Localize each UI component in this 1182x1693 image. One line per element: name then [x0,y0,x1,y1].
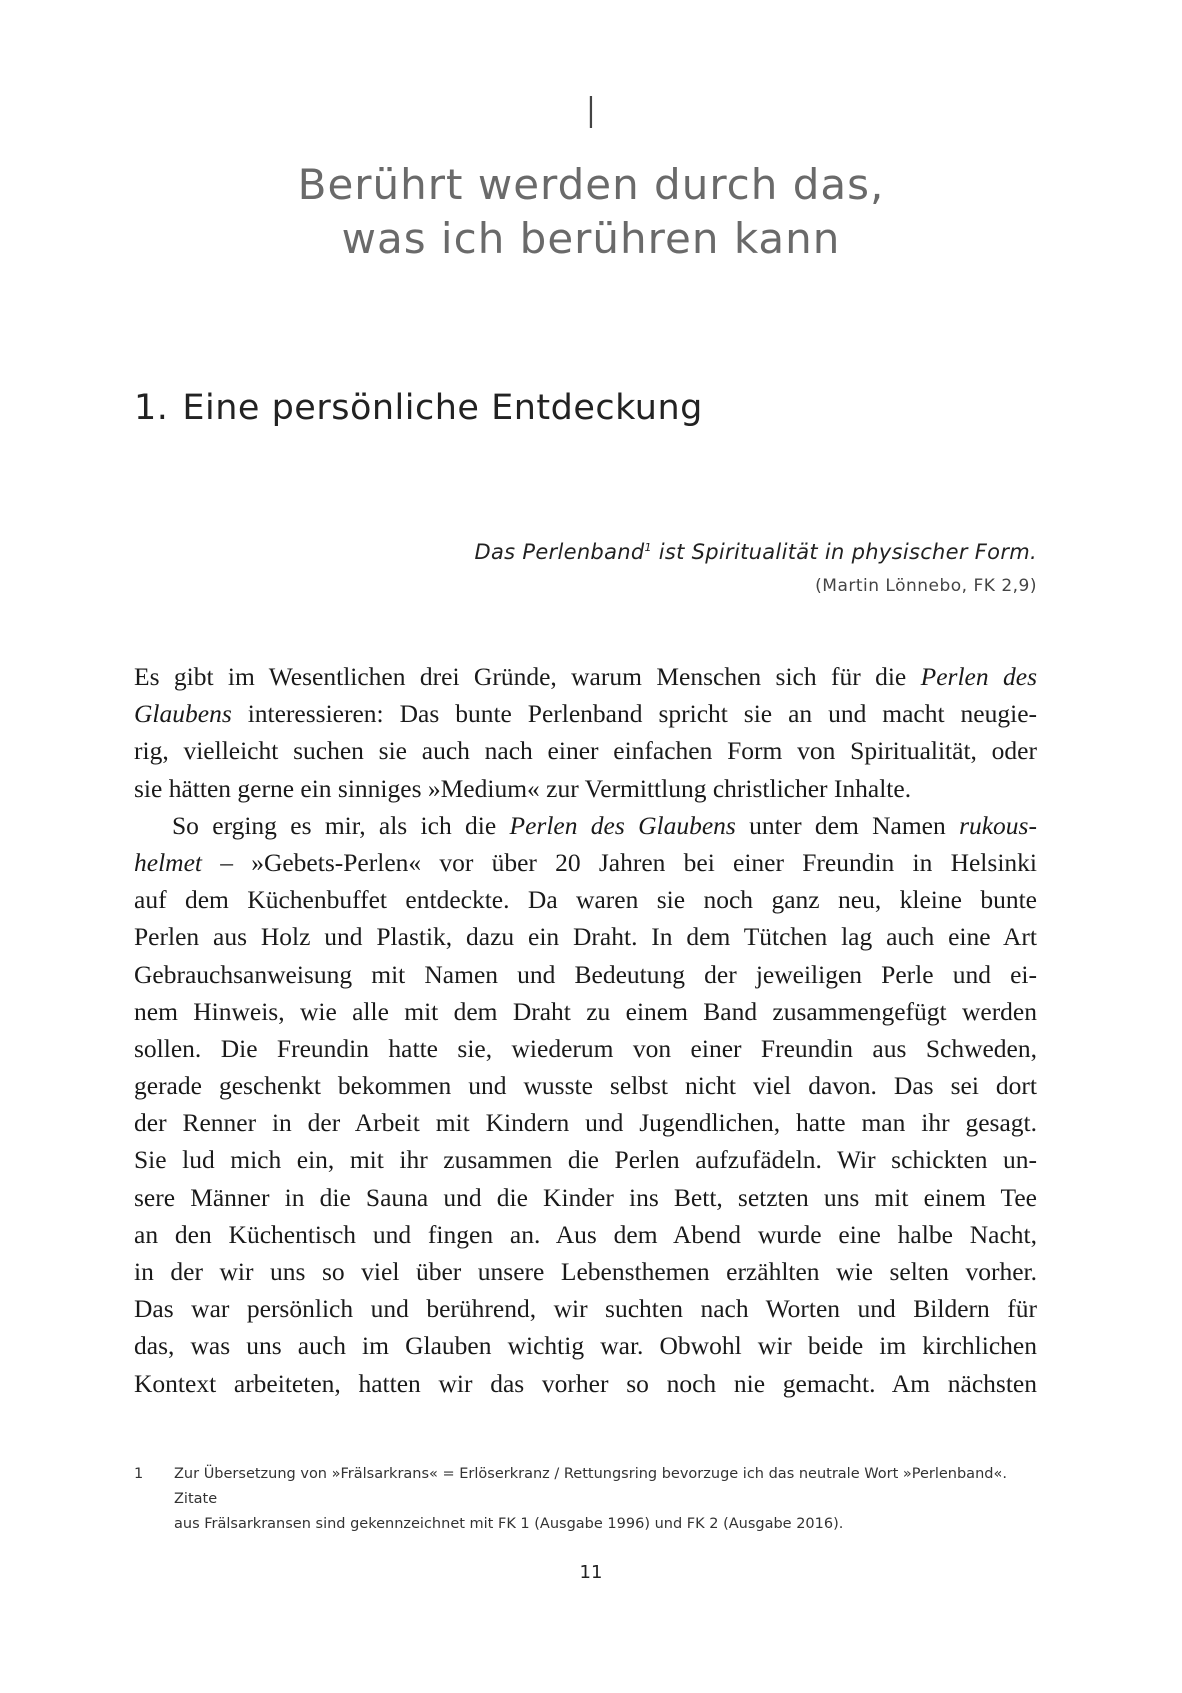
text-span: auf dem Küchenbuffet entdeckte. Da waren sie noch ganz neu, kleine bunte [134,885,1037,915]
body-line [134,807,1037,844]
text-span: das, was uns auch im Glauben wichtig war. Obwohl wir beide im kirchlichen [134,1331,1037,1361]
epigraph-source: (Martin Lönnebo, FK 2,9) [815,576,1037,596]
text-span: Perlen aus Holz und Plastik, dazu ein Draht. In dem Tütchen lag auch eine Art [134,922,1037,952]
body-line [134,1179,1037,1216]
italic-text: Perlen des [920,662,1037,691]
italic-text: Glaubens [134,699,232,729]
text-span: gerade geschenkt bekommen und wusste selbst nicht viel davon. Das sei dort [134,1071,1037,1101]
body-line [134,1141,1037,1178]
chapter-number: 1. [134,388,169,428]
text-span: interessieren: Das bunte Perlenband spricht sie an und macht neugie- [231,699,1037,729]
body-line [134,844,1037,881]
italic-text: rukous- [959,810,1037,840]
body-line [134,918,1037,955]
body-line [134,881,1037,918]
text-span: sie hätten gerne ein sinniges »Medium« zur Vermittlung christlicher Inhalte. [134,773,912,803]
epigraph-quote [475,540,1038,564]
text-span: Es gibt im Wesentlichen drei Gründe, warum Menschen sich für die [134,662,921,691]
body-line [134,1067,1037,1104]
part-title [0,158,1182,266]
text-span: – »Gebets-Perlen« vor über 20 Jahren bei einer Freundin in Helsinki [201,847,1037,877]
footnote-line: Zur Übersetzung von »Frälsarkrans« = Erlöserkranz / Rettungsring bevorzuge ich das neutrale Wort »Perlenband«. Zitate [174,1466,1007,1507]
body-line [134,1327,1037,1364]
italic-text: helmet [134,847,202,877]
quote-text: Das Perlenband [474,540,645,564]
body-line [134,695,1037,732]
body-line [134,1216,1037,1253]
body-line [134,658,1037,695]
body-line [134,1365,1037,1402]
body-line [134,1253,1037,1290]
text-span: sollen. Die Freundin hatte sie, wiederum von einer Freundin aus Schweden, [134,1033,1037,1063]
footnote-ref[interactable]: 1 [644,541,652,554]
part-numeral: I [584,88,598,139]
chapter-title: Eine persönliche Entdeckung [182,388,703,428]
italic-text: Perlen des Glaubens [509,810,736,840]
page-number: 11 [579,1562,603,1583]
body-line [134,1290,1037,1327]
epigraph [475,540,1038,596]
footnote-line: aus Frälsarkransen sind gekennzeichnet mit FK 1 (Ausgabe 1996) und FK 2 (Ausgabe 2016). [174,1516,844,1532]
body-line [134,1104,1037,1141]
text-span: in der wir uns so viel über unsere Lebensthemen erzählten wie selten vorher. [134,1257,1037,1286]
body-text [134,658,1037,1402]
text-span: Gebrauchsanweisung mit Namen und Bedeutung der jeweiligen Perle und ei- [134,959,1037,989]
body-line [134,770,1037,807]
quote-text: ist Spiritualität in physischer Form. [651,540,1037,564]
footnote-number: 1 [134,1466,144,1482]
text-span: der Renner in der Arbeit mit Kindern und Jugendlichen, hatte man ihr gesagt. [134,1108,1037,1138]
text-span: an den Küchentisch und fingen an. Aus dem Abend wurde eine halbe Nacht, [134,1219,1037,1249]
text-span: Kontext arbeiteten, hatten wir das vorher so noch nie gemacht. Am nächsten [134,1368,1037,1398]
body-line [134,956,1037,993]
body-line [134,732,1037,769]
text-span: nem Hinweis, wie alle mit dem Draht zu einem Band zusammengefügt werden [134,996,1037,1026]
text-span: unter dem Namen [735,810,960,840]
text-span: rig, vielleicht suchen sie auch nach einer einfachen Form von Spiritualität, oder [134,736,1037,766]
text-span: Sie lud mich ein, mit ihr zusammen die Perlen aufzufädeln. Wir schickten un- [134,1145,1037,1175]
text-span: sere Männer in die Sauna und die Kinder ins Bett, setzten uns mit einem Tee [134,1182,1037,1212]
chapter-heading [134,388,703,428]
body-line [134,993,1037,1030]
body-line [134,1030,1037,1067]
footnote [134,1462,1037,1537]
text-span: So erging es mir, als ich die [172,810,510,840]
part-title-line: Berührt werden durch das, [297,160,885,209]
text-span: Das war persönlich und berührend, wir suchten nach Worten und Bildern für [134,1294,1037,1324]
part-title-line: was ich berühren kann [341,214,841,263]
